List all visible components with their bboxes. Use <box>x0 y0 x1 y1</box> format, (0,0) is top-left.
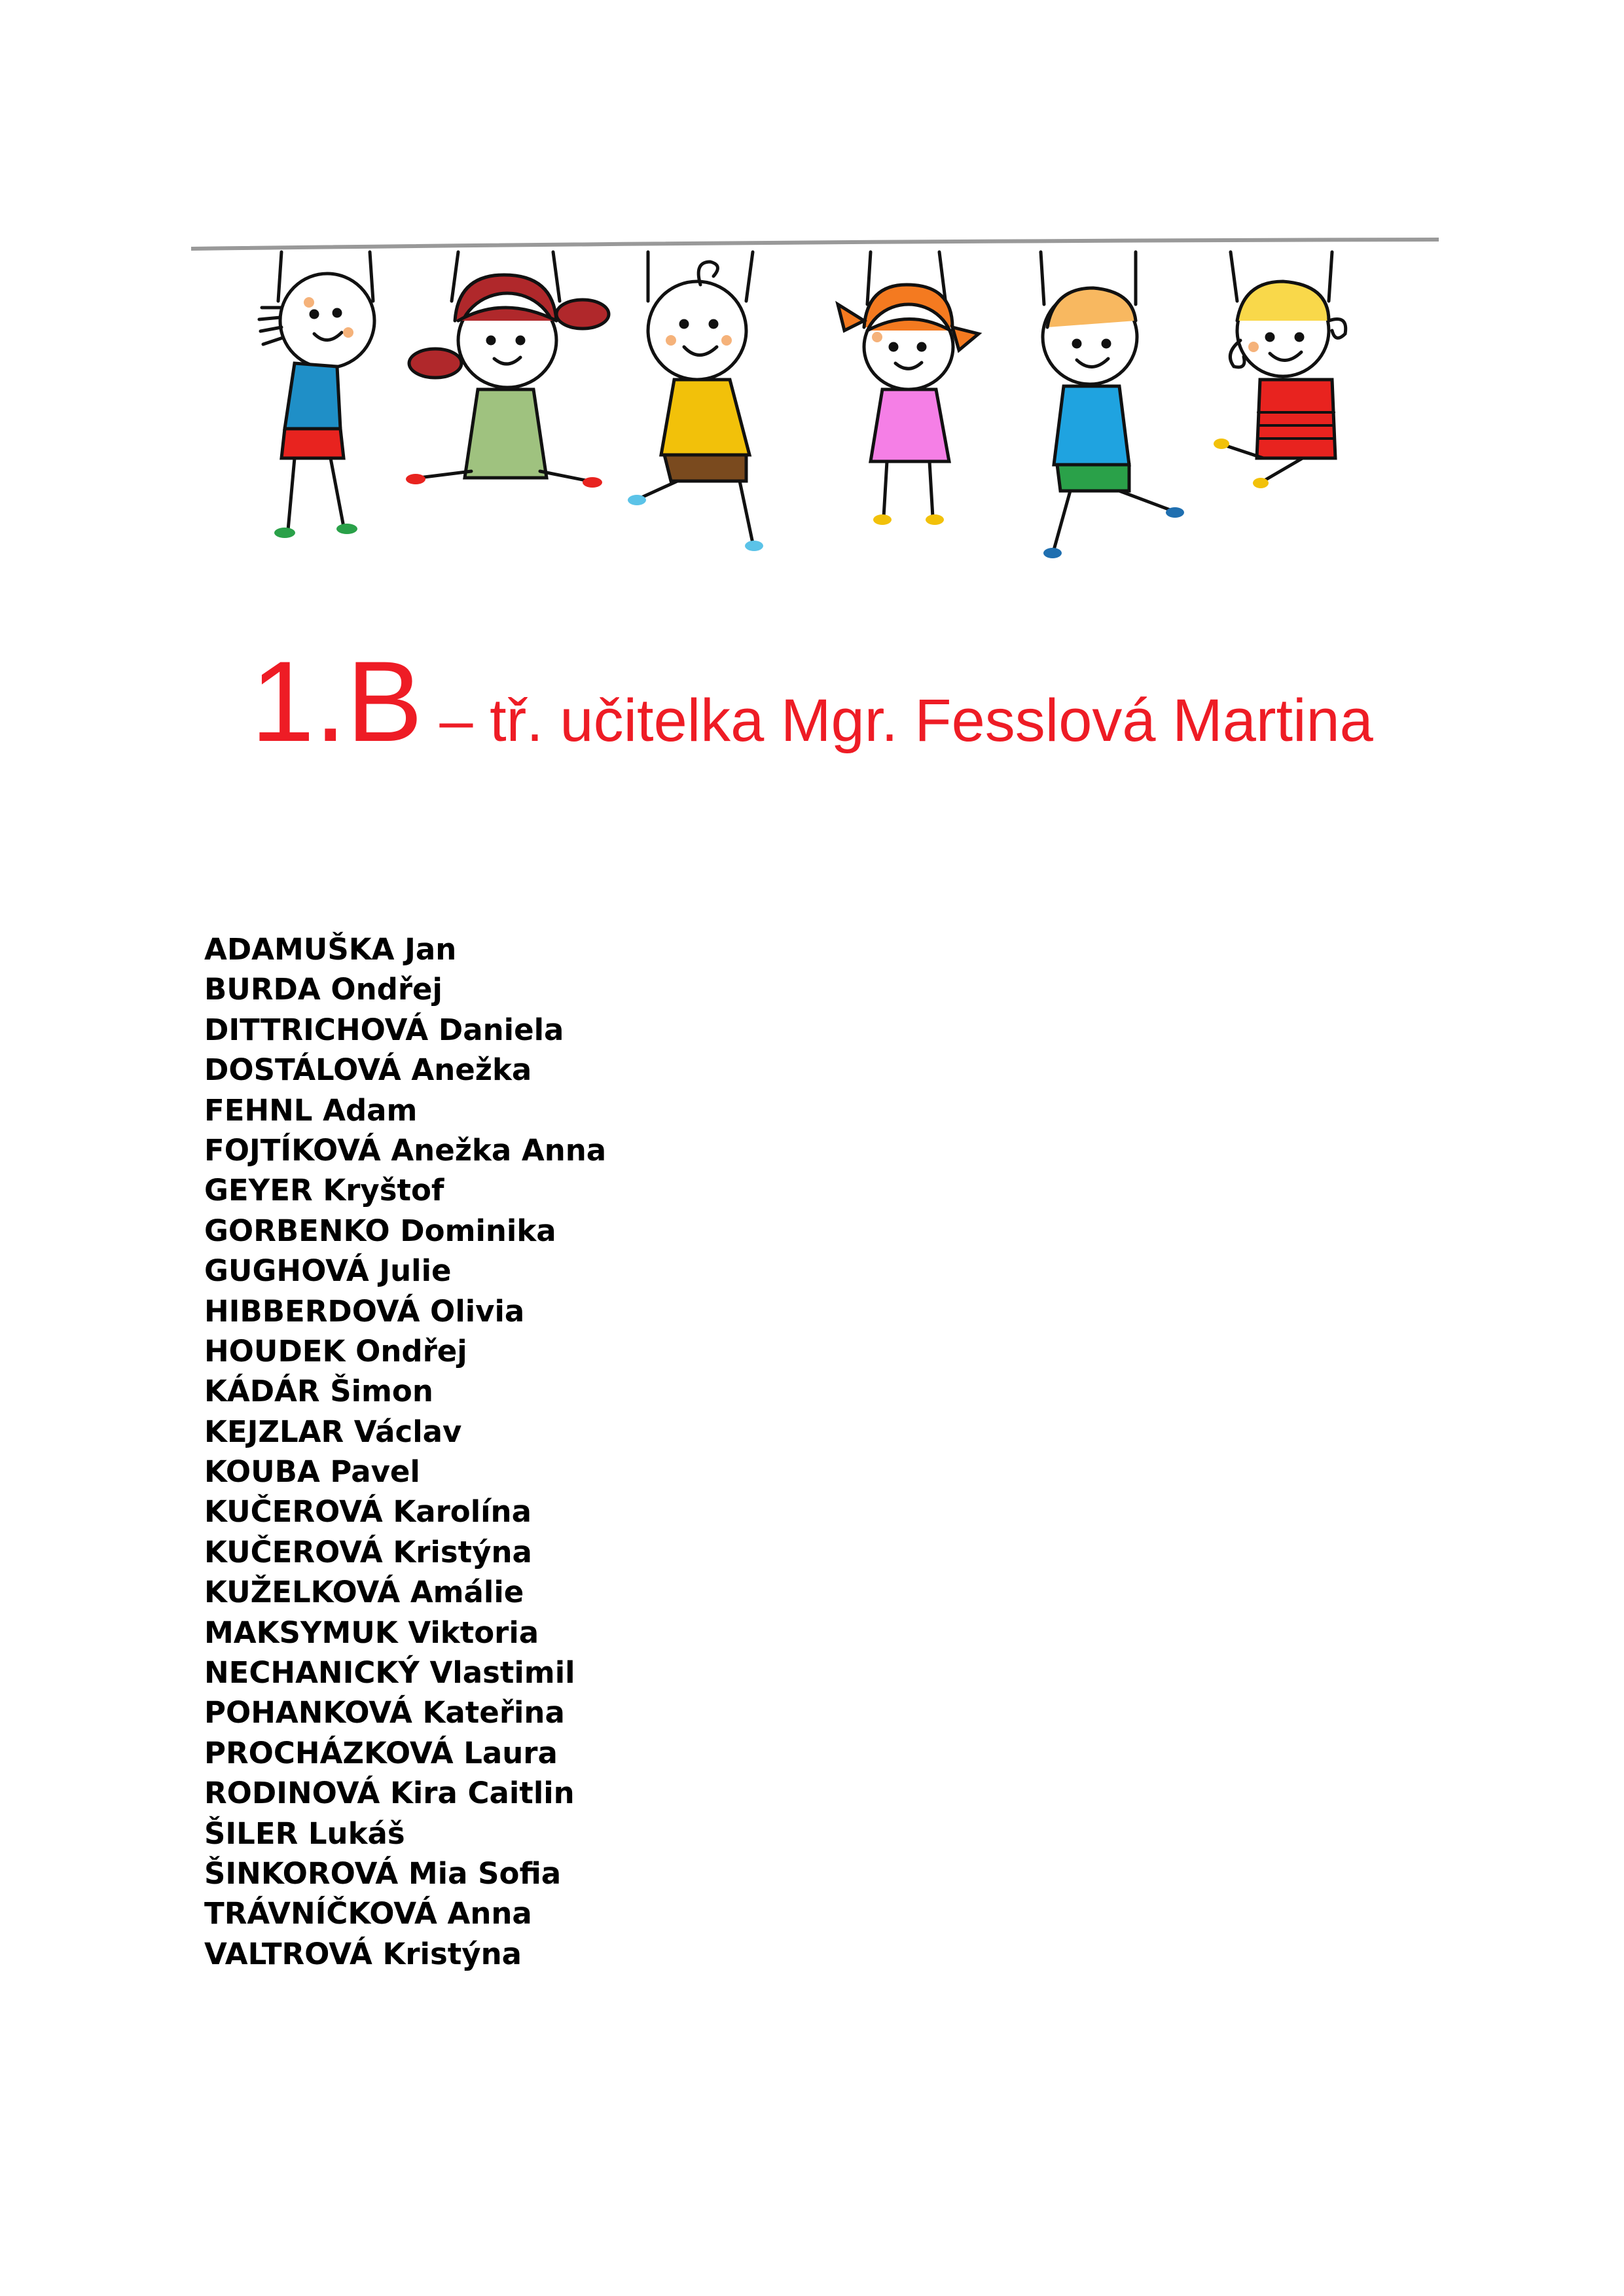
student-name: PROCHÁZKOVÁ Laura <box>204 1735 558 1770</box>
student-name: HIBBERDOVÁ Olivia <box>204 1293 525 1329</box>
student-name: NECHANICKÝ Vlastimil <box>204 1655 575 1691</box>
student-name: KUŽELKOVÁ Amálie <box>204 1575 524 1610</box>
student-name: POHANKOVÁ Kateřina <box>204 1695 565 1731</box>
student-name: KOUBA Pavel <box>204 1454 420 1490</box>
student-name: FOJTÍKOVÁ Anežka Anna <box>204 1132 607 1168</box>
student-name: ADAMUŠKA Jan <box>204 932 457 967</box>
student-name: TRÁVNÍČKOVÁ Anna <box>204 1896 532 1931</box>
student-name: KUČEROVÁ Karolína <box>204 1494 532 1530</box>
student-name: RODINOVÁ Kira Caitlin <box>204 1776 575 1811</box>
child-boy-blue-shirt <box>259 252 374 538</box>
page-title <box>0 638 1624 766</box>
student-list <box>204 929 606 1974</box>
child-girl-pink-dress <box>838 252 979 525</box>
student-name: GORBENKO Dominika <box>204 1213 556 1248</box>
child-boy-blue-tshirt <box>1041 252 1184 558</box>
child-boy-yellow-shirt <box>628 252 763 551</box>
child-girl-green-dress <box>406 252 609 488</box>
student-name: KUČEROVÁ Kristýna <box>204 1534 532 1570</box>
student-name: ŠILER Lukáš <box>204 1816 405 1851</box>
class-teacher: – tř. učitelka Mgr. Fesslová Martina <box>422 687 1373 754</box>
student-name: VALTROVÁ Kristýna <box>204 1936 522 1971</box>
student-name: GEYER Kryštof <box>204 1173 444 1208</box>
student-name: MAKSYMUK Viktoria <box>204 1615 539 1650</box>
student-name: HOUDEK Ondřej <box>204 1333 467 1369</box>
student-name: FEHNL Adam <box>204 1092 418 1128</box>
student-name: BURDA Ondřej <box>204 972 442 1007</box>
student-name: KEJZLAR Václav <box>204 1414 462 1449</box>
class-name: 1.B <box>251 638 423 766</box>
student-name: DITTRICHOVÁ Daniela <box>204 1012 564 1047</box>
student-name: KÁDÁR Šimon <box>204 1374 433 1409</box>
child-girl-red-striped-shirt <box>1214 252 1346 488</box>
hanging-children-illustration <box>190 223 1440 589</box>
student-name: ŠINKOROVÁ Mia Sofia <box>204 1856 562 1891</box>
student-name: DOSTÁLOVÁ Anežka <box>204 1052 532 1088</box>
student-name: GUGHOVÁ Julie <box>204 1253 452 1289</box>
